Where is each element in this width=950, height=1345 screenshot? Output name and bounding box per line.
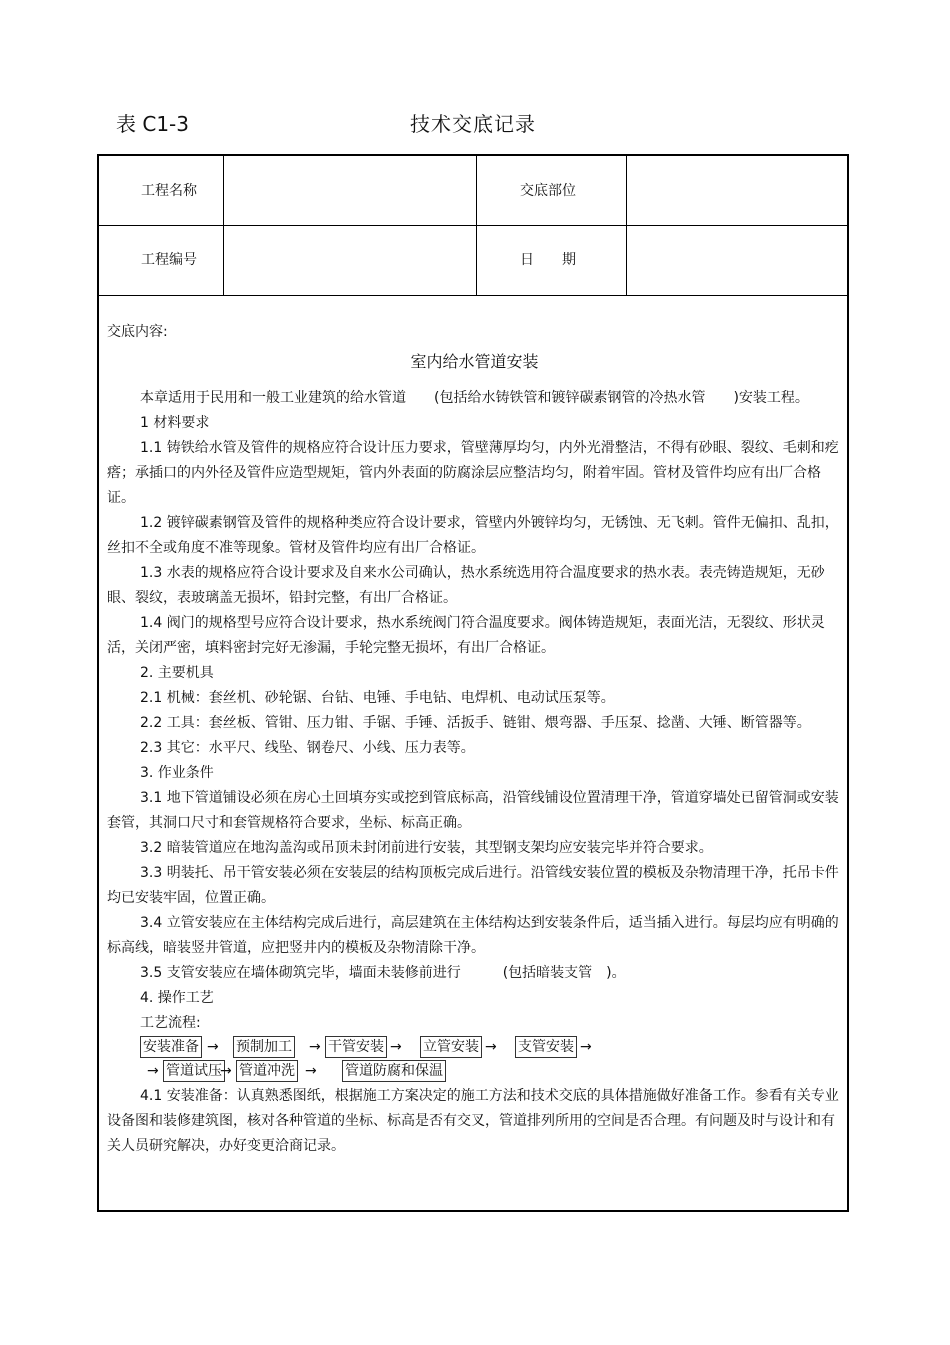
document-title: 技术交底记录 [410,112,536,136]
flow-step-box: 干管安装 [325,1036,387,1058]
divider [99,225,847,226]
flow-step-box: 支管安装 [515,1036,577,1058]
paragraph: 3.5 支管安装应在墙体砌筑完毕，墙面未装修前进行 (包括暗装支管 )。 [140,965,626,981]
heading-materials: 1 材料要求 [140,415,210,431]
paragraph: 1.2 镀锌碳素钢管及管件的规格种类应符合设计要求，管壁内外镀锌均匀，无锈蚀、无飞刺。管件无偏扣、乱扣，丝扣不全或角度不准等现象。管材及管件均应有出厂合格证。 [107,515,839,556]
paragraph: 3.3 明装托、吊干管安装必须在安装层的结构顶板完成后进行。沿管线安装位置的模板及杂物清理干净，托吊卡件均已安装牢固，位置正确。 [107,865,839,906]
paragraph: 3.2 暗装管道应在地沟盖沟或吊顶未封闭前进行安装，其型钢支架均应安装完毕并符合要求。 [140,840,713,856]
date-label: 日 期 [520,252,576,268]
arrow-icon: → [390,1039,402,1055]
flow-step-box: 管道试压 [163,1060,225,1082]
flow-step-box: 管道防腐和保温 [342,1060,446,1082]
paragraph: 2.3 其它：水平尺、线坠、钢卷尺、小线、压力表等。 [140,740,475,756]
project-no-value[interactable] [225,227,475,294]
paragraph: 1.4 阀门的规格型号应符合设计要求，热水系统阀门符合温度要求。阀体铸造规矩，表面光洁，无裂纹、形状灵活，关闭严密，填料密封完好无渗漏，手轮完整无损坏，有出厂合格证。 [107,615,825,656]
process-flow-row-2 [107,1060,842,1084]
arrow-icon: → [147,1063,159,1079]
location-label: 交底部位 [520,183,576,199]
record-form [97,154,849,1212]
location-value[interactable] [628,156,848,224]
flow-step-box: 预制加工 [233,1036,295,1058]
paragraph: 2.1 机械：套丝机、砂轮锯、台钻、电锤、手电钻、电焊机、电动试压泵等。 [140,690,615,706]
date-value[interactable] [628,227,848,294]
arrow-icon: → [309,1039,321,1055]
project-name-label: 工程名称 [141,183,197,199]
intro-paragraph: 本章适用于民用和一般工业建筑的给水管道 (包括给水铸铁管和镀锌碳素钢管的冷热水管 )安装工程。 [140,390,809,406]
flow-step-box: 管道冲洗 [236,1060,298,1082]
arrow-icon: → [580,1039,592,1055]
disclosure-content [107,320,842,1159]
process-flow-row-1 [107,1036,842,1060]
arrow-icon: → [207,1039,219,1055]
form-code: 表 C1-3 [116,112,189,136]
paragraph: 3.4 立管安装应在主体结构完成后进行，高层建筑在主体结构达到安装条件后，适当插入进行。每层均应有明确的标高线，暗装竖井管道，应把竖井内的模板及杂物清除干净。 [107,915,839,956]
paragraph: 1.3 水表的规格应符合设计要求及自来水公司确认，热水系统选用符合温度要求的热水表。表壳铸造规矩，无砂眼、裂纹，表玻璃盖无损坏，铅封完整，有出厂合格证。 [107,565,825,606]
flow-step-box: 安装准备 [140,1036,202,1058]
paragraph: 4.1 安装准备：认真熟悉图纸，根据施工方案决定的施工方法和技术交底的具体措施做好准备工作。参看有关专业设备图和装修建筑图，核对各种管道的坐标、标高是否有交叉，管道排列所用的空间是否合理。有问题及时与设计和有关人员研究解决，办好变更洽商记录。 [107,1088,839,1154]
arrow-icon: → [485,1039,497,1055]
heading-process: 4. 操作工艺 [140,990,214,1006]
arrow-icon: → [220,1063,232,1079]
content-label: 交底内容: [107,324,168,340]
project-no-label: 工程编号 [141,252,197,268]
heading-conditions: 3. 作业条件 [140,765,214,781]
paragraph: 2.2 工具：套丝板、管钳、压力钳、手锯、手锤、活扳手、链钳、煨弯器、手压泵、捻凿、大锤、断管器等。 [140,715,811,731]
heading-tools: 2. 主要机具 [140,665,214,681]
section-title: 室内给水管道安装 [410,352,539,371]
divider [99,295,847,296]
paragraph: 3.1 地下管道铺设必须在房心土回填夯实或挖到管底标高，沿管线铺设位置清理干净，管道穿墙处已留管洞或安装套管，其洞口尺寸和套管规格符合要求，坐标、标高正确。 [107,790,839,831]
arrow-icon: → [305,1063,317,1079]
flow-step-box: 立管安装 [420,1036,482,1058]
flow-label: 工艺流程: [140,1015,201,1031]
project-name-value[interactable] [225,156,475,224]
paragraph: 1.1 铸铁给水管及管件的规格应符合设计压力要求，管壁薄厚均匀，内外光滑整洁，不得有砂眼、裂纹、毛刺和疙瘩；承插口的内外径及管件应造型规矩，管内外表面的防腐涂层应整洁均匀，附着牢固。管材及管件均应有出厂合格证。 [107,440,839,506]
